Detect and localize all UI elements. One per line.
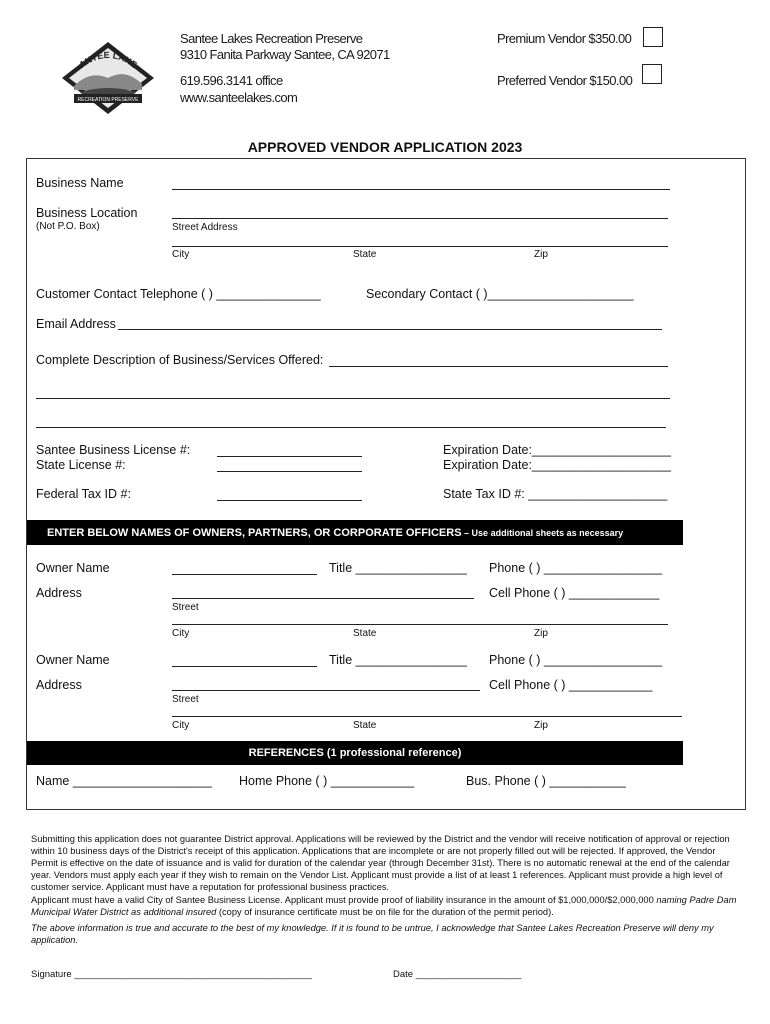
- owner2-title[interactable]: Title ________________: [329, 653, 467, 667]
- preferred-vendor-label: Preferred Vendor $150.00: [497, 73, 633, 88]
- santee-lakes-logo: [60, 40, 156, 116]
- owner1-zip-caption: Zip: [534, 628, 548, 639]
- preferred-vendor-checkbox[interactable]: [642, 64, 662, 84]
- owner1-city-state-zip-field[interactable]: [172, 624, 668, 625]
- state-license-label: State License #:: [36, 458, 126, 472]
- santee-license-label: Santee Business License #:: [36, 443, 191, 457]
- expiration-date-2[interactable]: Expiration Date:____________________: [443, 458, 671, 472]
- terms-p2-b: naming Padre Dam Municipal Water District as additional insured: [31, 895, 737, 917]
- street-address-caption: Street Address: [172, 222, 238, 233]
- org-website[interactable]: www.santeelakes.com: [180, 90, 298, 105]
- terms-p2-a: Applicant must have a valid City of Santee Business License. Applicant must provide proof of liability insurance in the amount of $1,000,000/$2,000,000: [31, 895, 657, 905]
- owner2-address-label: Address: [36, 678, 82, 692]
- owner2-state-caption: State: [353, 720, 377, 731]
- description-field-line2[interactable]: [36, 398, 670, 399]
- certification-statement: The above information is true and accurate to the best of my knowledge. If it is found to be untrue, I acknowledge that Santee Lakes Recreation Preserve will deny my application.: [31, 923, 714, 945]
- signature-field[interactable]: Signature _____________________________________________: [31, 969, 313, 980]
- business-name-field[interactable]: [172, 189, 670, 190]
- owners-bar-sub: – Use additional sheets as necessary: [461, 528, 624, 538]
- reference-name[interactable]: Name ____________________: [36, 774, 212, 788]
- premium-vendor-label: Premium Vendor $350.00: [497, 31, 632, 46]
- owner1-street-field[interactable]: [172, 598, 474, 599]
- form-frame: [26, 158, 746, 810]
- owner1-name-field[interactable]: [172, 574, 317, 575]
- org-phone: 619.596.3141 office: [180, 73, 283, 88]
- street-address-field[interactable]: [172, 218, 668, 219]
- business-name-label: Business Name: [36, 176, 124, 190]
- owner2-street-caption: Street: [172, 694, 199, 705]
- page-title: APPROVED VENDOR APPLICATION 2023: [247, 139, 523, 155]
- terms-paragraph-1: Submitting this application does not guarantee District approval. Applications will be reviewed by the District and the vendor will receive notification of approval or rejection within 10 business days of the District's receipt of this application. Applications that are incomplete or are not properly filled out will be rejected. If approved, the Vendor Permit is effective on the date of issuance and is valid for duration of the calendar year (through December 31st). There is no automatic renewal at the end of the calendar year. Vendors must apply each year if they wish to remain on the Vendor List. Applicant must provide a list of at least 1 references. Applicant must provide a high level of customer service. Applicant must have a reputation for professional business practices.: [31, 834, 730, 892]
- reference-home-phone[interactable]: Home Phone ( ) ____________: [239, 774, 415, 788]
- owners-section-bar: [27, 520, 683, 545]
- owner2-street-field[interactable]: [172, 690, 480, 691]
- org-address: 9310 Fanita Parkway Santee, CA 92071: [180, 47, 390, 62]
- business-location-label: Business Location: [36, 206, 138, 220]
- state-tax-id[interactable]: State Tax ID #: ____________________: [443, 487, 668, 501]
- city-caption: City: [172, 249, 190, 260]
- description-field-line3[interactable]: [36, 427, 666, 428]
- santee-license-field[interactable]: [217, 456, 362, 457]
- premium-vendor-checkbox[interactable]: [643, 27, 663, 47]
- org-name: Santee Lakes Recreation Preserve: [180, 31, 363, 46]
- terms-paragraph-2: [31, 894, 743, 918]
- state-caption: State: [353, 249, 377, 260]
- description-label: Complete Description of Business/Services Offered:: [36, 353, 324, 367]
- owner1-street-caption: Street: [172, 602, 199, 613]
- owner2-zip-caption: Zip: [534, 720, 548, 731]
- owner2-phone[interactable]: Phone ( ) _________________: [489, 653, 663, 667]
- owner1-title[interactable]: Title ________________: [329, 561, 467, 575]
- federal-tax-field[interactable]: [217, 500, 362, 501]
- owner1-cell[interactable]: Cell Phone ( ) _____________: [489, 586, 660, 600]
- secondary-contact[interactable]: Secondary Contact ( )_____________________: [366, 287, 634, 301]
- customer-contact-telephone[interactable]: Customer Contact Telephone ( ) _______________: [36, 287, 321, 301]
- email-field[interactable]: [118, 329, 662, 330]
- federal-tax-label: Federal Tax ID #:: [36, 487, 131, 501]
- owner1-city-caption: City: [172, 628, 190, 639]
- owner1-phone[interactable]: Phone ( ) _________________: [489, 561, 663, 575]
- owner2-cell[interactable]: Cell Phone ( ) ____________: [489, 678, 653, 692]
- date-field[interactable]: Date ____________________: [393, 969, 522, 980]
- logo-text-top: ANTEE LAKE: [77, 49, 139, 71]
- logo-text-bottom: RECREATION PRESERVE: [77, 97, 139, 103]
- owner2-name-label: Owner Name: [36, 653, 110, 667]
- owner1-state-caption: State: [353, 628, 377, 639]
- owner2-city-state-zip-field[interactable]: [172, 716, 682, 717]
- owner2-city-caption: City: [172, 720, 190, 731]
- not-po-box-note: (Not P.O. Box): [36, 221, 100, 232]
- zip-caption: Zip: [534, 249, 548, 260]
- email-label: Email Address: [36, 317, 116, 331]
- description-field-line1[interactable]: [329, 366, 668, 367]
- terms-p2-c: (copy of insurance certificate must be on file for the duration of the permit period).: [216, 907, 554, 917]
- owner1-address-label: Address: [36, 586, 82, 600]
- owners-bar-main: ENTER BELOW NAMES OF OWNERS, PARTNERS, OR CORPORATE OFFICERS: [47, 527, 462, 539]
- city-state-zip-field[interactable]: [172, 246, 668, 247]
- references-bar-label: REFERENCES (1 professional reference): [248, 747, 462, 759]
- owner2-name-field[interactable]: [172, 666, 317, 667]
- reference-bus-phone[interactable]: Bus. Phone ( ) ___________: [466, 774, 626, 788]
- expiration-date-1[interactable]: Expiration Date:____________________: [443, 443, 671, 457]
- owner1-name-label: Owner Name: [36, 561, 110, 575]
- references-bar: [27, 741, 683, 765]
- state-license-field[interactable]: [217, 471, 362, 472]
